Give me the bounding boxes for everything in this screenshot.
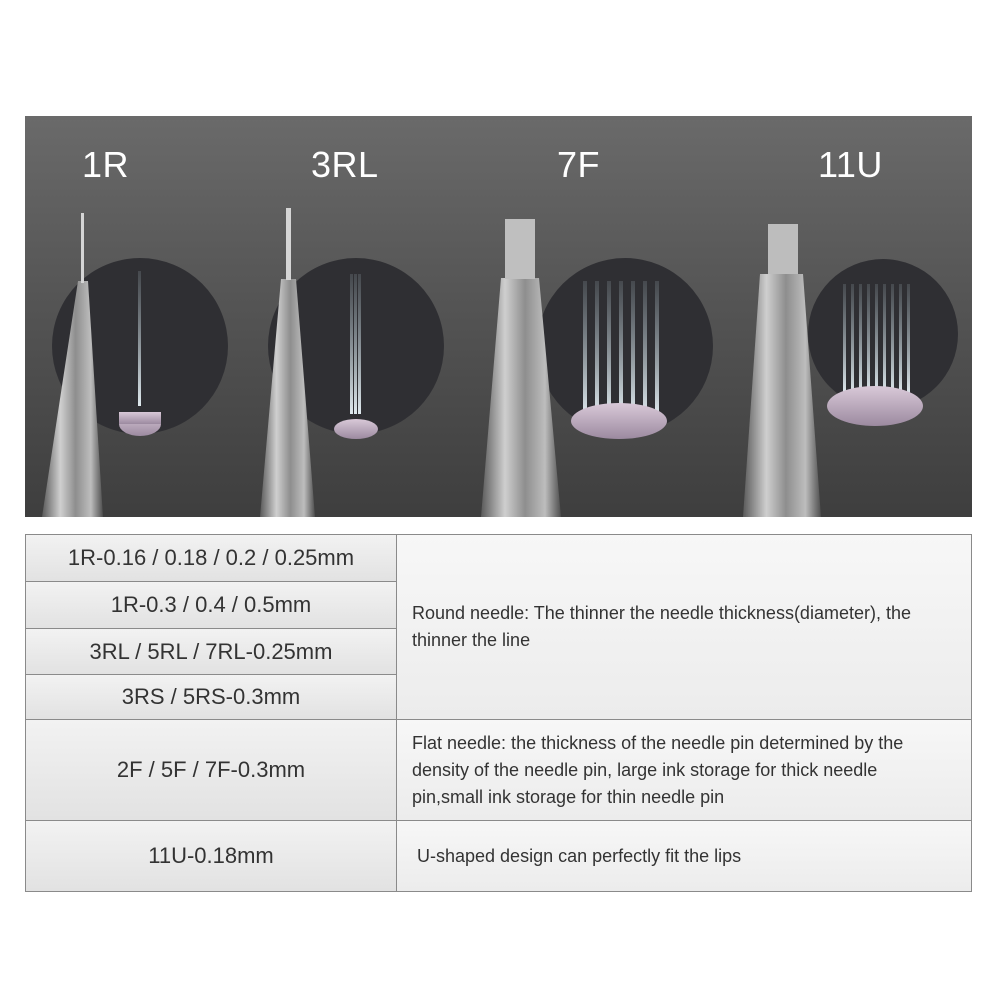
spec-cell-rl: 3RL / 5RL / 7RL-0.25mm — [26, 629, 397, 674]
row-divider — [26, 820, 971, 821]
needle-label-3rl: 3RL — [311, 144, 379, 185]
spec-desc-round: Round needle: The thinner the needle thickness(diameter), the thinner the line — [397, 535, 971, 719]
needle-7f-illustration — [481, 219, 713, 517]
row-divider — [26, 628, 397, 629]
row-divider — [26, 674, 397, 675]
needle-11u-illustration — [743, 224, 958, 517]
spec-table — [25, 534, 972, 892]
spec-desc-u-shape: U-shaped design can perfectly fit the lips — [397, 821, 971, 891]
row-divider — [26, 719, 971, 720]
needle-photo-panel — [25, 116, 972, 517]
needle-label-7f: 7F — [557, 144, 601, 185]
spec-cell-rs: 3RS / 5RS-0.3mm — [26, 675, 397, 719]
spec-cell-1r-large: 1R-0.3 / 0.4 / 0.5mm — [26, 582, 397, 628]
spec-desc-flat: Flat needle: the thickness of the needle pin determined by the density of the needle pin, large ink storage for thick needle pin,small ink storage for thin needle pin — [397, 720, 971, 820]
needle-label-11u: 11U — [818, 144, 883, 185]
spec-cell-u: 11U-0.18mm — [26, 821, 397, 891]
row-divider — [26, 581, 397, 582]
spec-cell-1r-small: 1R-0.16 / 0.18 / 0.2 / 0.25mm — [26, 535, 397, 581]
needle-label-1r: 1R — [82, 144, 130, 185]
needle-1r-illustration — [42, 213, 228, 517]
needle-3rl-illustration — [260, 208, 444, 517]
spec-cell-f: 2F / 5F / 7F-0.3mm — [26, 720, 397, 820]
